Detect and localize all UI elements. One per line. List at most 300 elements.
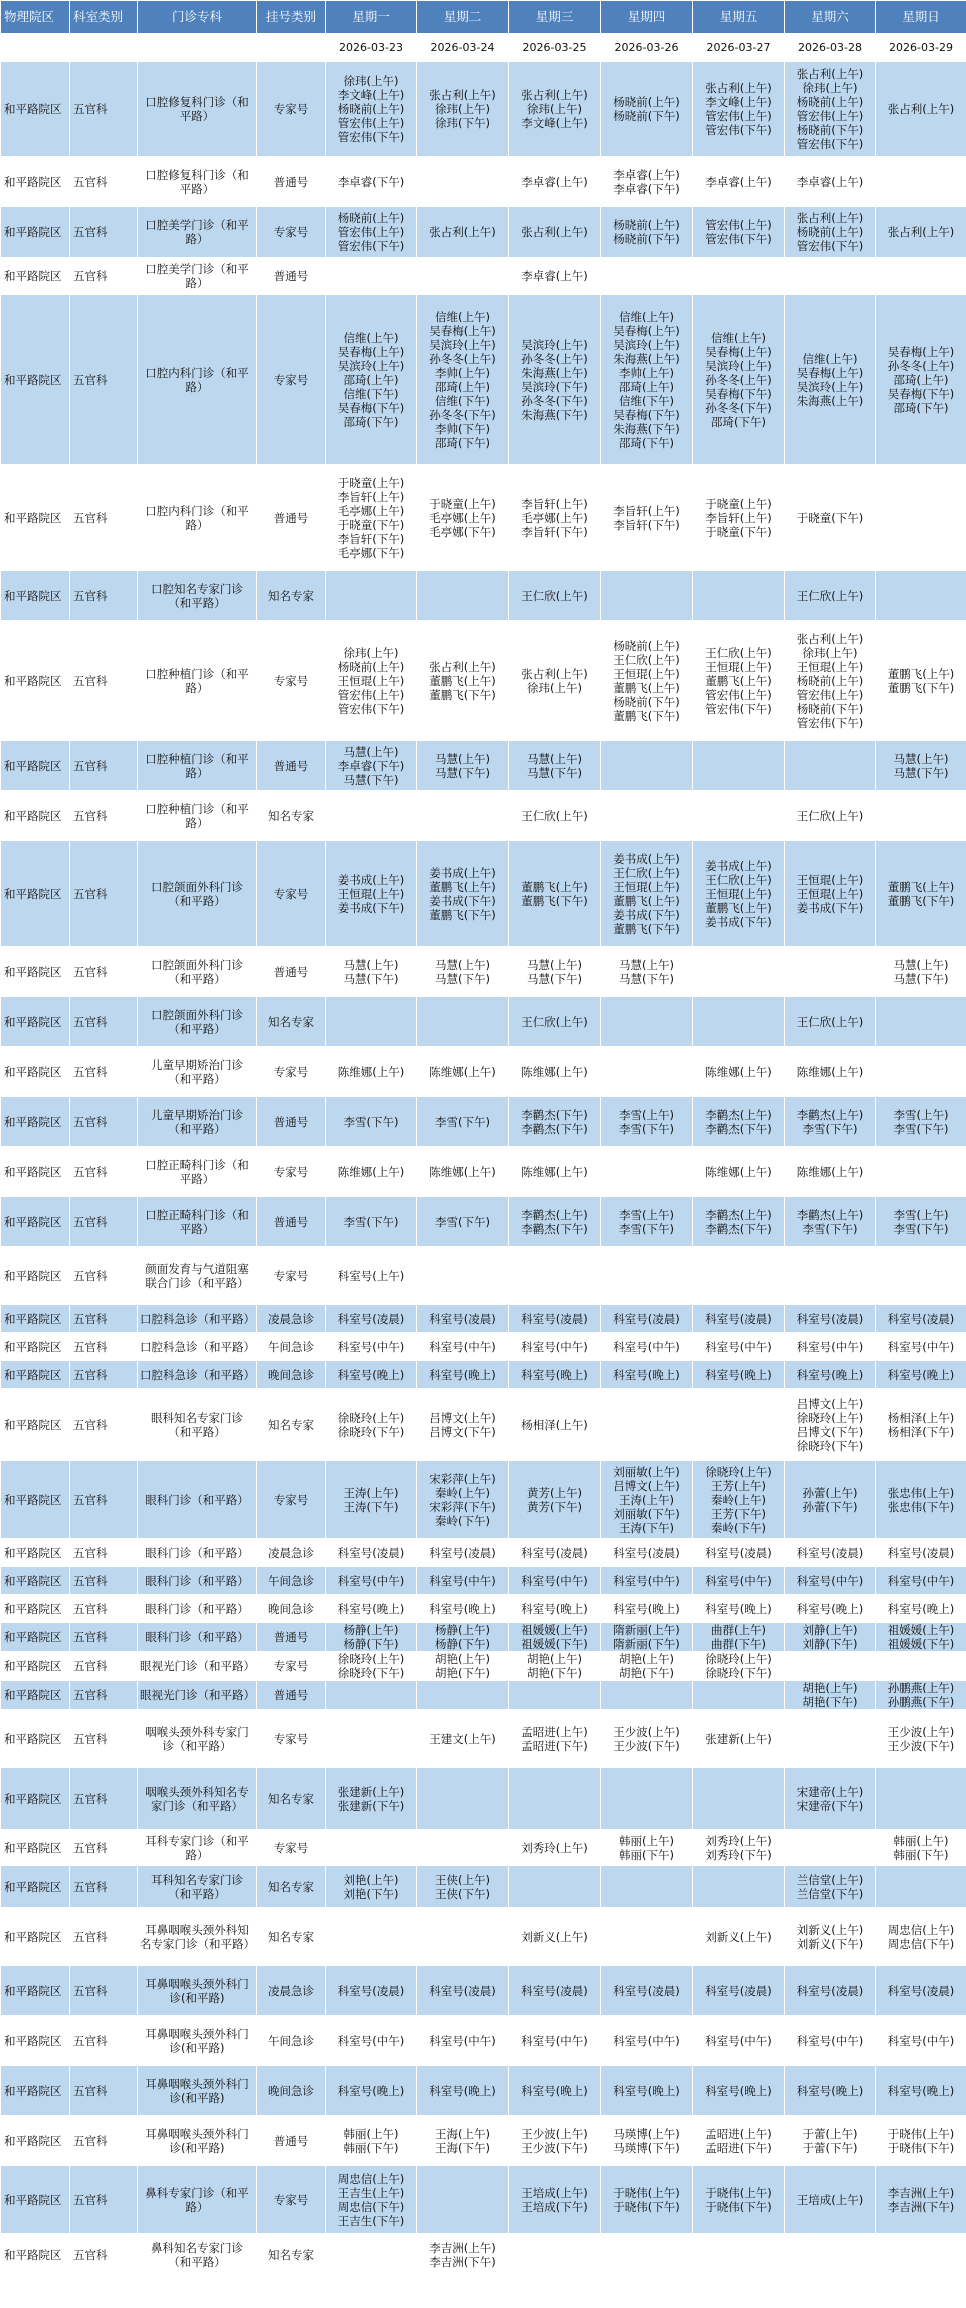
cell-mon — [326, 1623, 417, 1652]
date-blank — [70, 34, 138, 62]
cell-wed — [509, 295, 601, 465]
cell-tue — [417, 1333, 509, 1361]
cell-fri — [693, 62, 785, 157]
cell-thu — [601, 2166, 693, 2234]
cell-tue-text: 王建文(上午) — [429, 1731, 496, 1746]
cell-dept-text: 五官科 — [73, 1573, 108, 1588]
cell-fri-text: 徐晓玲(上午) 徐晓玲(下午) — [705, 1652, 772, 1680]
cell-tue — [417, 741, 509, 791]
cell-type — [257, 62, 326, 157]
cell-wed-text: 王少波(上午) 王少波(下午) — [521, 2126, 588, 2155]
cell-wed-text: 李旨轩(上午) 毛亭娜(上午) 李旨轩(下午) — [521, 496, 588, 539]
cell-clinic — [138, 2116, 257, 2166]
cell-type-text: 晚间急诊 — [268, 2083, 314, 2098]
cell-wed — [509, 1097, 601, 1147]
cell-campus — [1, 465, 70, 571]
cell-dept-text: 五官科 — [73, 1164, 108, 1179]
cell-mon-text: 科室号(凌晨) — [337, 1983, 405, 1998]
cell-mon-text: 李卓睿(下午) — [337, 174, 405, 189]
cell-campus-text: 和平路院区 — [4, 1367, 62, 1382]
cell-sat — [785, 2066, 876, 2116]
cell-sun-text: 董鹏飞(上午) 董鹏飞(下午) — [887, 879, 955, 908]
cell-sun-text: 科室号(晚上) — [887, 2083, 955, 2098]
cell-tue — [417, 1866, 509, 1908]
cell-mon-text: 张建新(上午) 张建新(下午) — [337, 1784, 405, 1813]
cell-thu-text: 李雪(上午) 李雪(下午) — [619, 1207, 674, 1236]
schedule-row — [1, 1147, 966, 1197]
cell-clinic-text: 口腔知名专家门诊（和平路） — [151, 581, 243, 610]
cell-wed — [509, 157, 601, 207]
cell-clinic — [138, 1361, 257, 1389]
cell-campus-text: 和平路院区 — [4, 1545, 62, 1560]
cell-campus — [1, 2166, 70, 2234]
cell-sun-text: 于晓伟(上午) 于晓伟(下午) — [887, 2126, 955, 2155]
cell-mon — [326, 1147, 417, 1197]
cell-dept-text: 五官科 — [73, 1879, 108, 1894]
cell-mon — [326, 997, 417, 1047]
cell-dept-text: 五官科 — [73, 174, 108, 189]
cell-tue — [417, 1681, 509, 1710]
cell-fri-text: 孟昭进(上午) 孟昭进(下午) — [705, 2126, 772, 2155]
cell-sat-text: 宋建帝(上午) 宋建帝(下午) — [796, 1784, 864, 1813]
cell-clinic-text: 口腔颌面外科门诊（和平路） — [151, 879, 243, 908]
cell-type-text: 专家号 — [273, 225, 309, 239]
schedule-row — [1, 741, 966, 791]
cell-clinic-text: 口腔正畸科门诊（和平路） — [145, 1157, 249, 1186]
cell-dept — [70, 62, 138, 157]
cell-thu-text: 信维(上午) 吴春梅(上午) 吴滨玲(上午) 朱海燕(上午) 李帅(上午) 邵琦(上午) 信维(下午) 吴春梅(下午) 朱海燕(下午) 邵琦(下午) — [613, 309, 680, 450]
cell-sat-text: 陈维娜(上午) — [796, 1064, 864, 1079]
cell-mon — [326, 1197, 417, 1247]
cell-dept — [70, 1768, 138, 1830]
cell-wed-text: 科室号(凌晨) — [521, 1983, 588, 1998]
cell-dept — [70, 1147, 138, 1197]
cell-mon — [326, 157, 417, 207]
cell-sun — [876, 1908, 966, 1966]
cell-tue — [417, 465, 509, 571]
cell-sun — [876, 1623, 966, 1652]
cell-campus-text: 和平路院区 — [4, 1164, 62, 1179]
cell-clinic-text: 口腔修复科门诊（和平路） — [145, 167, 249, 196]
cell-dept — [70, 1567, 138, 1595]
cell-campus — [1, 791, 70, 841]
cell-type — [257, 1247, 326, 1305]
cell-dept — [70, 791, 138, 841]
cell-dept — [70, 465, 138, 571]
cell-wed-text: 科室号(晚上) — [521, 2083, 588, 2098]
cell-wed-text: 祖媛媛(上午) 祖媛媛(下午) — [521, 1623, 588, 1651]
cell-campus — [1, 741, 70, 791]
cell-wed — [509, 1539, 601, 1567]
cell-campus-text: 和平路院区 — [4, 1630, 62, 1644]
cell-sat — [785, 947, 876, 997]
cell-dept — [70, 1247, 138, 1305]
cell-dept — [70, 1966, 138, 2016]
cell-tue — [417, 571, 509, 621]
cell-sun — [876, 2066, 966, 2116]
cell-wed — [509, 1652, 601, 1681]
cell-mon — [326, 1966, 417, 2016]
cell-campus — [1, 1830, 70, 1866]
cell-campus-text: 和平路院区 — [4, 673, 62, 688]
cell-sat — [785, 1539, 876, 1567]
cell-mon — [326, 1830, 417, 1866]
cell-mon — [326, 2016, 417, 2066]
cell-thu-text: 科室号(中午) — [613, 1573, 680, 1588]
cell-wed — [509, 1305, 601, 1333]
cell-campus — [1, 207, 70, 258]
cell-fri — [693, 1461, 785, 1539]
cell-fri-text: 徐晓玲(上午) 王芳(上午) 秦岭(上午) 王芳(下午) 秦岭(下午) — [705, 1464, 772, 1535]
cell-clinic — [138, 1247, 257, 1305]
cell-sun — [876, 1197, 966, 1247]
cell-clinic — [138, 295, 257, 465]
cell-tue-text: 科室号(中午) — [429, 1573, 496, 1588]
cell-clinic-text: 鼻科专家门诊（和平路） — [145, 2185, 249, 2214]
cell-fri-text: 刘秀玲(上午) 刘秀玲(下午) — [705, 1833, 772, 1862]
cell-type-text: 专家号 — [273, 2192, 309, 2207]
cell-tue — [417, 1389, 509, 1461]
cell-type-text: 午间急诊 — [268, 1339, 314, 1354]
cell-type-text: 凌晨急诊 — [268, 1311, 314, 1326]
cell-wed — [509, 2116, 601, 2166]
cell-type — [257, 258, 326, 295]
cell-tue-text: 宋彩萍(上午) 秦岭(上午) 宋彩萍(下午) 秦岭(下午) — [429, 1471, 496, 1528]
schedule-row — [1, 1567, 966, 1595]
cell-fri — [693, 1681, 785, 1710]
cell-wed-text: 杨相泽(上午) — [521, 1417, 588, 1432]
cell-type — [257, 1305, 326, 1333]
cell-dept — [70, 2066, 138, 2116]
cell-campus-text: 和平路院区 — [4, 510, 62, 525]
cell-mon — [326, 465, 417, 571]
cell-mon — [326, 1389, 417, 1461]
cell-mon — [326, 1681, 417, 1710]
cell-campus — [1, 1389, 70, 1461]
cell-campus — [1, 1247, 70, 1305]
cell-mon-text: 科室号(凌晨) — [337, 1545, 405, 1560]
cell-mon — [326, 1866, 417, 1908]
cell-wed-text: 王培成(上午) 王培成(下午) — [521, 2185, 588, 2214]
date-wed: 2026-03-25 — [509, 34, 601, 62]
cell-dept-text: 五官科 — [73, 1417, 108, 1432]
cell-sun — [876, 1710, 966, 1768]
cell-mon — [326, 1710, 417, 1768]
cell-thu — [601, 1147, 693, 1197]
cell-campus-text: 和平路院区 — [4, 1840, 62, 1855]
cell-thu — [601, 741, 693, 791]
cell-sun-text: 科室号(中午) — [887, 2033, 955, 2048]
cell-type-text: 知名专家 — [268, 808, 314, 823]
cell-clinic — [138, 1681, 257, 1710]
schedule-row — [1, 841, 966, 947]
cell-sat — [785, 1908, 876, 1966]
cell-thu — [601, 947, 693, 997]
cell-fri-text: 科室号(晚上) — [705, 2083, 772, 2098]
cell-clinic-text: 眼视光门诊（和平路） — [140, 1688, 255, 1702]
cell-thu — [601, 1247, 693, 1305]
schedule-row — [1, 1710, 966, 1768]
cell-mon-text: 科室号(中午) — [337, 2033, 405, 2048]
cell-sun — [876, 1595, 966, 1623]
cell-campus-text: 和平路院区 — [4, 758, 62, 773]
cell-dept-text: 五官科 — [73, 1840, 108, 1855]
cell-sat-text: 兰信堂(上午) 兰信堂(下午) — [796, 1872, 864, 1901]
cell-clinic-text: 耳科知名专家门诊（和平路） — [151, 1872, 243, 1901]
cell-fri — [693, 841, 785, 947]
cell-tue — [417, 62, 509, 157]
cell-clinic-text: 耳鼻咽喉头颈外科门诊(和平路) — [145, 2076, 249, 2105]
cell-clinic — [138, 1305, 257, 1333]
cell-dept-text: 五官科 — [73, 1731, 108, 1746]
cell-clinic — [138, 1461, 257, 1539]
cell-sat — [785, 741, 876, 791]
cell-mon — [326, 1567, 417, 1595]
cell-mon-text: 李雪(下午) — [343, 1214, 399, 1229]
cell-campus — [1, 1768, 70, 1830]
cell-type-text: 普通号 — [273, 964, 309, 979]
cell-dept — [70, 2234, 138, 2277]
cell-dept — [70, 1047, 138, 1097]
cell-tue — [417, 2166, 509, 2234]
header-dept: 科室类别 — [70, 1, 138, 34]
cell-sun — [876, 1681, 966, 1710]
cell-dept — [70, 1681, 138, 1710]
schedule-row — [1, 157, 966, 207]
cell-thu — [601, 997, 693, 1047]
cell-sat — [785, 997, 876, 1047]
schedule-row — [1, 1361, 966, 1389]
cell-fri-text: 于晓伟(上午) 于晓伟(下午) — [705, 2185, 772, 2214]
cell-clinic-text: 耳鼻咽喉头颈外科门诊(和平路) — [145, 2126, 249, 2155]
cell-clinic-text: 咽喉头颈外科专家门诊（和平路） — [145, 1724, 249, 1753]
cell-campus — [1, 1539, 70, 1567]
cell-fri — [693, 1389, 785, 1461]
cell-type — [257, 997, 326, 1047]
cell-thu — [601, 2016, 693, 2066]
cell-type-text: 知名专家 — [268, 1014, 314, 1029]
cell-fri-text: 科室号(凌晨) — [705, 1983, 772, 1998]
cell-fri-text: 曲群(上午) 曲群(下午) — [711, 1623, 766, 1651]
cell-campus-text: 和平路院区 — [4, 1573, 62, 1588]
cell-sun — [876, 1247, 966, 1305]
cell-sat — [785, 621, 876, 741]
cell-dept-text: 五官科 — [73, 1367, 108, 1382]
cell-tue — [417, 1461, 509, 1539]
cell-wed-text: 黄芳(上午) 黄芳(下午) — [527, 1485, 582, 1514]
cell-dept-text: 五官科 — [73, 1688, 108, 1702]
cell-thu — [601, 1908, 693, 1966]
cell-sat — [785, 791, 876, 841]
cell-clinic — [138, 157, 257, 207]
cell-wed-text: 王仁欣(上午) — [521, 808, 588, 823]
cell-wed-text: 李卓睿(上午) — [521, 269, 588, 283]
cell-clinic — [138, 2234, 257, 2277]
cell-fri — [693, 1866, 785, 1908]
cell-sun — [876, 2166, 966, 2234]
cell-wed-text: 董鹏飞(上午) 董鹏飞(下午) — [521, 879, 588, 908]
cell-mon-text: 周忠信(上午) 王吉生(上午) 周忠信(下午) 王吉生(下午) — [337, 2171, 405, 2228]
schedule-row — [1, 2166, 966, 2234]
cell-type-text: 专家号 — [273, 1659, 309, 1673]
cell-wed — [509, 1389, 601, 1461]
cell-type — [257, 207, 326, 258]
cell-campus — [1, 1305, 70, 1333]
cell-sun-text: 科室号(晚上) — [887, 1601, 955, 1616]
cell-clinic — [138, 791, 257, 841]
cell-sun — [876, 1305, 966, 1333]
header-clinic: 门诊专科 — [138, 1, 257, 34]
cell-campus — [1, 947, 70, 997]
schedule-row — [1, 571, 966, 621]
cell-thu — [601, 1830, 693, 1866]
cell-type — [257, 465, 326, 571]
cell-tue — [417, 1623, 509, 1652]
schedule-row — [1, 1539, 966, 1567]
cell-mon — [326, 2166, 417, 2234]
cell-sat — [785, 1097, 876, 1147]
cell-type-text: 知名专家 — [268, 2248, 314, 2262]
cell-thu-text: 韩丽(上午) 韩丽(下午) — [619, 1833, 674, 1862]
date-thu: 2026-03-26 — [601, 34, 693, 62]
cell-type — [257, 1966, 326, 2016]
cell-campus — [1, 1595, 70, 1623]
cell-sat-text: 李卓睿(上午) — [796, 174, 864, 189]
cell-sat — [785, 1595, 876, 1623]
date-sun: 2026-03-29 — [876, 34, 966, 62]
cell-thu — [601, 2116, 693, 2166]
cell-wed-text: 李鹳杰(下午) 李鹳杰(下午) — [521, 1107, 588, 1136]
header-thu: 星期四 — [601, 1, 693, 34]
cell-wed — [509, 571, 601, 621]
cell-fri — [693, 791, 785, 841]
cell-dept-text: 五官科 — [73, 2133, 108, 2148]
cell-campus — [1, 62, 70, 157]
cell-thu — [601, 1595, 693, 1623]
cell-type — [257, 1710, 326, 1768]
cell-campus-text: 和平路院区 — [4, 102, 62, 116]
schedule-row — [1, 791, 966, 841]
cell-clinic-text: 口腔科急诊（和平路） — [140, 1367, 255, 1382]
cell-dept — [70, 1623, 138, 1652]
cell-thu-text: 李旨轩(上午) 李旨轩(下午) — [613, 503, 680, 532]
cell-clinic-text: 口腔科急诊（和平路） — [140, 1339, 255, 1354]
cell-mon-text: 杨静(上午) 杨静(下午) — [343, 1623, 399, 1651]
cell-dept-text: 五官科 — [73, 1630, 108, 1644]
cell-tue-text: 王海(上午) 王海(下午) — [435, 2126, 490, 2155]
cell-wed — [509, 1866, 601, 1908]
cell-fri — [693, 1333, 785, 1361]
cell-tue — [417, 1908, 509, 1966]
cell-sat-text: 吕博文(上午) 徐晓玲(上午) 吕博文(下午) 徐晓玲(下午) — [796, 1396, 864, 1453]
cell-clinic-text: 口腔种植门诊（和平路） — [145, 666, 249, 695]
cell-type-text: 普通号 — [273, 1214, 309, 1229]
cell-sat-text: 于晓童(下午) — [796, 510, 864, 525]
cell-sun-text: 科室号(凌晨) — [887, 1311, 955, 1326]
cell-fri-text: 张占利(上午) 李文峰(上午) 管宏伟(上午) 管宏伟(下午) — [705, 81, 772, 137]
cell-type-text: 专家号 — [273, 372, 309, 387]
cell-wed — [509, 1830, 601, 1866]
cell-fri — [693, 1966, 785, 2016]
cell-tue-text: 科室号(晚上) — [429, 1601, 496, 1616]
cell-type-text: 晚间急诊 — [268, 1367, 314, 1382]
cell-sun-text: 韩丽(上午) 韩丽(下午) — [893, 1833, 949, 1862]
cell-sun — [876, 1097, 966, 1147]
cell-fri-text: 李鹳杰(上午) 李鹳杰(下午) — [705, 1207, 772, 1236]
cell-sun — [876, 1389, 966, 1461]
cell-wed — [509, 1595, 601, 1623]
cell-campus — [1, 1461, 70, 1539]
cell-mon-text: 徐晓玲(上午) 徐晓玲(下午) — [337, 1410, 405, 1439]
cell-tue-text: 马慧(上午) 马慧(下午) — [435, 957, 490, 986]
cell-sun — [876, 2116, 966, 2166]
cell-clinic — [138, 621, 257, 741]
cell-mon — [326, 741, 417, 791]
cell-clinic — [138, 1710, 257, 1768]
cell-thu — [601, 1623, 693, 1652]
cell-sun-text: 李吉洲(上午) 李吉洲(下午) — [887, 2185, 955, 2214]
cell-sun — [876, 1652, 966, 1681]
cell-sat — [785, 841, 876, 947]
cell-clinic-text: 眼科门诊（和平路） — [145, 1573, 249, 1588]
cell-sun — [876, 1768, 966, 1830]
cell-sun-text: 李雪(上午) 李雪(下午) — [893, 1107, 949, 1136]
cell-campus — [1, 1908, 70, 1966]
cell-thu — [601, 1361, 693, 1389]
cell-clinic-text: 眼科门诊（和平路） — [145, 1630, 249, 1644]
cell-sat-text: 陈维娜(上午) — [796, 1164, 864, 1179]
cell-mon-text: 姜书成(上午) 王恒琨(上午) 姜书成(下午) — [337, 872, 405, 915]
cell-campus — [1, 2066, 70, 2116]
cell-tue — [417, 1197, 509, 1247]
cell-mon-text: 徐晓玲(上午) 徐晓玲(下午) — [337, 1652, 405, 1680]
schedule-row — [1, 1966, 966, 2016]
cell-wed-text: 科室号(中午) — [521, 1573, 588, 1588]
cell-thu — [601, 1768, 693, 1830]
cell-fri — [693, 1830, 785, 1866]
cell-campus — [1, 1567, 70, 1595]
cell-fri — [693, 1623, 785, 1652]
cell-type — [257, 2116, 326, 2166]
cell-dept-text: 五官科 — [73, 1492, 108, 1507]
cell-thu — [601, 1710, 693, 1768]
cell-dept-text: 五官科 — [73, 758, 108, 773]
cell-clinic-text: 眼科门诊（和平路） — [145, 1601, 249, 1616]
cell-wed — [509, 621, 601, 741]
cell-mon-text: 陈维娜(上午) — [337, 1064, 405, 1079]
cell-mon — [326, 791, 417, 841]
cell-clinic-text: 口腔美学门诊（和平路） — [145, 218, 249, 246]
cell-fri — [693, 1147, 785, 1197]
cell-sat — [785, 1197, 876, 1247]
cell-wed — [509, 1247, 601, 1305]
cell-sun-text: 科室号(中午) — [887, 1573, 955, 1588]
cell-sun-text: 祖媛媛(上午) 祖媛媛(下午) — [887, 1623, 955, 1651]
cell-sun-text: 周忠信(上午) 周忠信(下午) — [887, 1922, 955, 1951]
schedule-row — [1, 295, 966, 465]
cell-fri-text: 于晓童(上午) 李旨轩(上午) 于晓童(下午) — [705, 496, 772, 539]
cell-clinic-text: 口腔科急诊（和平路） — [140, 1311, 255, 1326]
cell-tue-text: 杨静(上午) 杨静(下午) — [435, 1623, 490, 1651]
cell-dept — [70, 1097, 138, 1147]
cell-mon — [326, 62, 417, 157]
cell-fri-text: 科室号(中午) — [705, 1573, 772, 1588]
cell-thu-text: 马瑛博(上午) 马瑛博(下午) — [613, 2126, 680, 2155]
cell-mon — [326, 1097, 417, 1147]
cell-fri — [693, 1247, 785, 1305]
cell-fri-text: 张建新(上午) — [705, 1731, 772, 1746]
cell-tue — [417, 841, 509, 947]
